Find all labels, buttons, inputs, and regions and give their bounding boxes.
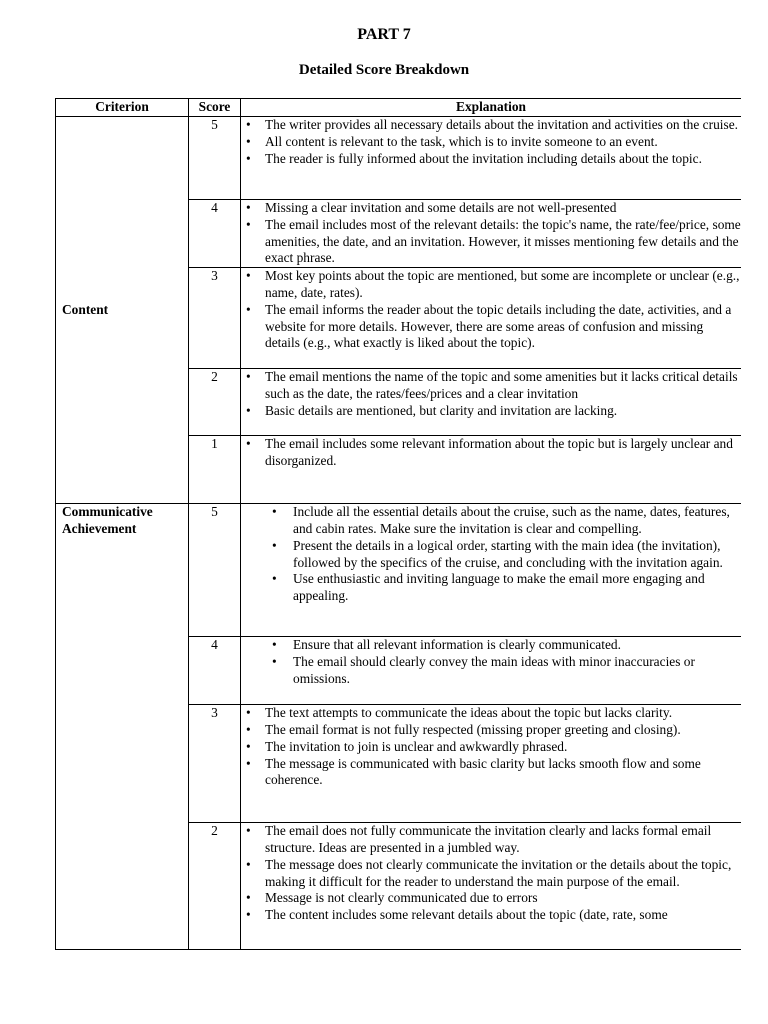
list-item: • All content is relevant to the task, which is to invite someone to an event. (241, 134, 741, 151)
score-cell: 4 (189, 637, 241, 705)
explanation-cell (241, 705, 742, 823)
list-item: • The email informs the reader about the topic details including the date, activities, and a website for more details. However, there are some areas of confusion and missing details (e.g., what exactly is liked about the topic). (241, 302, 741, 352)
list-item: • The content includes some relevant details about the topic (date, rate, some (241, 907, 741, 924)
score-cell: 1 (189, 436, 241, 504)
explanation-header: Explanation (241, 99, 742, 117)
score-cell: 5 (189, 504, 241, 637)
explanation-cell (241, 504, 742, 637)
list-item: • The email mentions the name of the topic and some amenities but it lacks critical details such as the date, the rates/fees/prices and a clear invitation (241, 369, 741, 403)
list-item: • Message is not clearly communicated due to errors (241, 890, 741, 907)
explanation-cell (241, 436, 742, 504)
list-item: • Include all the essential details about the cruise, such as the name, dates, features, and cabin rates. Make sure the invitation is clear and compelling. (241, 504, 741, 538)
score-table-container (55, 98, 741, 950)
list-item: • Most key points about the topic are mentioned, but some are incomplete or unclear (e.g., name, date, rates). (241, 268, 741, 302)
score-cell: 5 (189, 117, 241, 200)
explanation-cell (241, 268, 742, 369)
score-cell: 2 (189, 823, 241, 950)
table-row (56, 117, 742, 200)
score-breakdown-table (55, 98, 741, 950)
list-item: • Use enthusiastic and inviting language to make the email more engaging and appealing. (241, 571, 741, 605)
criterion-communicative-achievement: Communicative Achievement (56, 504, 189, 950)
list-item: • Ensure that all relevant information is clearly communicated. (241, 637, 741, 654)
score-header: Score (189, 99, 241, 117)
list-item: • Basic details are mentioned, but clarity and invitation are lacking. (241, 403, 741, 420)
list-item: • The email includes some relevant information about the topic but is largely unclear and disorganized. (241, 436, 741, 470)
table-header-row (56, 99, 742, 117)
explanation-cell (241, 637, 742, 705)
score-cell: 3 (189, 268, 241, 369)
explanation-cell (241, 117, 742, 200)
list-item: • The writer provides all necessary details about the invitation and activities on the cruise. (241, 117, 741, 134)
list-item: • The email format is not fully respected (missing proper greeting and closing). (241, 722, 741, 739)
table-row (56, 504, 742, 637)
criterion-content: Content (56, 117, 189, 504)
list-item: • The message is communicated with basic clarity but lacks smooth flow and some coherence. (241, 756, 741, 790)
explanation-cell (241, 369, 742, 436)
list-item: • The message does not clearly communicate the invitation or the details about the topic, making it difficult for the reader to understand the main purpose of the email. (241, 857, 741, 891)
criterion-header: Criterion (56, 99, 189, 117)
list-item: • The reader is fully informed about the invitation including details about the topic. (241, 151, 741, 168)
list-item: • The text attempts to communicate the ideas about the topic but lacks clarity. (241, 705, 741, 722)
explanation-cell (241, 823, 742, 950)
part-title: PART 7 (357, 26, 411, 43)
list-item: • Missing a clear invitation and some details are not well-presented (241, 200, 741, 217)
explanation-cell (241, 200, 742, 268)
list-item: • The email includes most of the relevant details: the topic's name, the rate/fee/price, some amenities, the date, and an invitation. However, it misses mentioning few details and the exact phrase. (241, 217, 741, 267)
score-cell: 4 (189, 200, 241, 268)
list-item: • The invitation to join is unclear and awkwardly phrased. (241, 739, 741, 756)
list-item: • The email does not fully communicate the invitation clearly and lacks formal email structure. Ideas are presented in a jumbled way. (241, 823, 741, 857)
page-title: Detailed Score Breakdown (298, 62, 470, 78)
list-item: • Present the details in a logical order, starting with the main idea (the invitation), followed by the specifics of the cruise, and concluding with the invitation again. (241, 538, 741, 572)
score-cell: 3 (189, 705, 241, 823)
score-cell: 2 (189, 369, 241, 436)
list-item: • The email should clearly convey the main ideas with minor inaccuracies or omissions. (241, 654, 741, 688)
